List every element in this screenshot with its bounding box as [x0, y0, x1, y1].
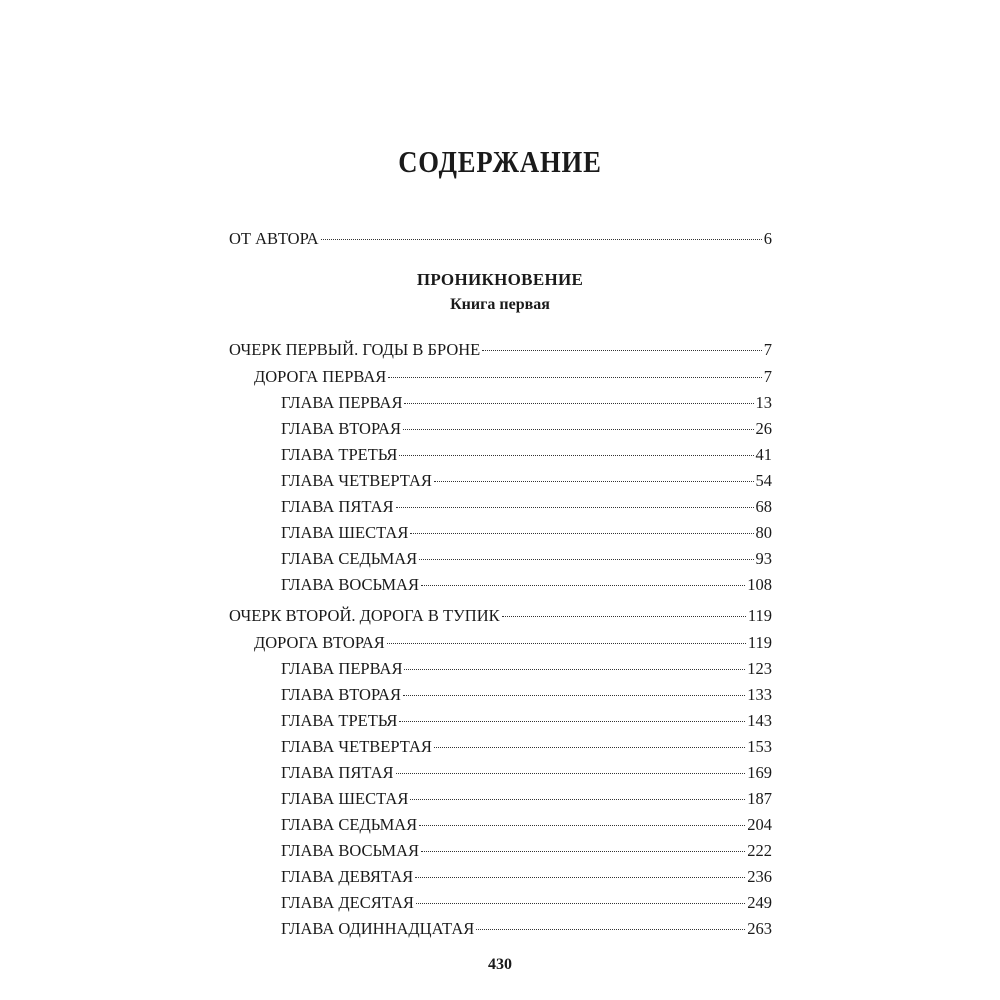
toc-entry-page: 204 — [747, 815, 772, 834]
toc-entry-page: 153 — [747, 737, 772, 756]
toc-entry-chapter — [281, 736, 772, 758]
toc-entry-page: 123 — [747, 659, 772, 678]
toc-entry-page: 68 — [755, 497, 772, 516]
toc-entry-chapter — [281, 574, 772, 596]
dot-leader — [502, 616, 746, 617]
part-heading: ПРОНИКНОВЕНИЕ — [416, 270, 584, 289]
toc-entry-intro — [229, 228, 772, 250]
toc-entry-page: 119 — [747, 606, 772, 625]
toc-entry-chapter — [281, 496, 772, 518]
toc-entry-chapter — [281, 840, 772, 862]
dot-leader — [404, 403, 753, 404]
toc-entry-label: ГЛАВА ВОСЬМАЯ — [281, 841, 419, 860]
dot-leader — [388, 377, 761, 378]
toc-entry-chapter — [281, 444, 772, 466]
dot-leader — [419, 559, 753, 560]
toc-entry-label: ГЛАВА ПЯТАЯ — [281, 497, 394, 516]
toc-entry-page: 26 — [755, 419, 772, 438]
toc-entry-chapter — [281, 710, 772, 732]
toc-entry-page: 119 — [747, 633, 772, 652]
toc-entry-page: 133 — [747, 685, 772, 704]
toc-entry-label: ДОРОГА ПЕРВАЯ — [254, 367, 387, 386]
toc-entry-label: ГЛАВА ВТОРАЯ — [281, 419, 401, 438]
dot-leader — [321, 239, 762, 240]
toc-entry-label: ГЛАВА ВОСЬМАЯ — [281, 575, 419, 594]
dot-leader — [434, 481, 754, 482]
toc-entry-page: 7 — [763, 340, 772, 359]
dot-leader — [415, 877, 745, 878]
page-title: СОДЕРЖАНИЕ — [398, 144, 602, 179]
toc-entry-chapter — [281, 470, 772, 492]
toc-entry-label: ГЛАВА ПЕРВАЯ — [281, 659, 403, 678]
page-number: 430 — [488, 956, 512, 973]
dot-leader — [396, 773, 746, 774]
dot-leader — [421, 585, 745, 586]
toc-entry-page: 236 — [747, 867, 772, 886]
toc-entry-label: ГЛАВА ТРЕТЬЯ — [281, 445, 398, 464]
toc-entry-label: ГЛАВА ОДИННАДЦАТАЯ — [281, 919, 475, 938]
toc-entry-page: 93 — [755, 549, 772, 568]
toc-entry-chapter — [281, 548, 772, 570]
toc-entry-chapter — [281, 892, 772, 914]
toc-entry-page: 143 — [747, 711, 772, 730]
dot-leader — [482, 350, 762, 351]
toc-entry-label: ГЛАВА ПЯТАЯ — [281, 763, 394, 782]
toc-entry-page: 41 — [755, 445, 772, 464]
dot-leader — [434, 747, 745, 748]
toc-entry-chapter — [281, 918, 772, 940]
toc-entry-chapter — [281, 762, 772, 784]
toc-entry-chapter — [281, 522, 772, 544]
dot-leader — [387, 643, 746, 644]
toc-entry-road — [254, 632, 772, 654]
toc-entry-label: ДОРОГА ВТОРАЯ — [254, 633, 385, 652]
toc-entry-chapter — [281, 392, 772, 414]
toc-entry-label: ГЛАВА СЕДЬМАЯ — [281, 815, 418, 834]
toc-entry-chapter — [281, 418, 772, 440]
toc-entry-page: 54 — [755, 471, 772, 490]
toc-entry-chapter — [281, 658, 772, 680]
toc-entry-label: ГЛАВА ЧЕТВЕРТАЯ — [281, 737, 432, 756]
dot-leader — [403, 695, 745, 696]
toc-entry-essay — [229, 605, 772, 627]
dot-leader — [421, 851, 745, 852]
toc-entry-page: 7 — [763, 367, 772, 386]
toc-entry-label: ГЛАВА ПЕРВАЯ — [281, 393, 403, 412]
toc-entry-page: 187 — [747, 789, 772, 808]
toc-entry-chapter — [281, 788, 772, 810]
toc-entry-label: ГЛАВА ВТОРАЯ — [281, 685, 401, 704]
toc-entry-page: 263 — [747, 919, 772, 938]
toc-entry-page: 80 — [755, 523, 772, 542]
toc-entry-chapter — [281, 684, 772, 706]
toc-entry-page: 222 — [747, 841, 772, 860]
toc-entry-label: ГЛАВА ШЕСТАЯ — [281, 789, 409, 808]
dot-leader — [410, 799, 745, 800]
toc-entry-label: ОЧЕРК ВТОРОЙ. ДОРОГА В ТУПИК — [229, 606, 500, 625]
dot-leader — [410, 533, 753, 534]
dot-leader — [396, 507, 754, 508]
toc-entry-label: ОЧЕРК ПЕРВЫЙ. ГОДЫ В БРОНЕ — [229, 340, 481, 359]
toc-entry-page: 6 — [763, 229, 772, 248]
dot-leader — [403, 429, 754, 430]
dot-leader — [399, 455, 753, 456]
toc-entry-label: ГЛАВА СЕДЬМАЯ — [281, 549, 418, 568]
toc-entry-page: 108 — [747, 575, 772, 594]
toc-entry-page: 249 — [747, 893, 772, 912]
toc-entry-chapter — [281, 866, 772, 888]
dot-leader — [399, 721, 745, 722]
toc-entry-label: ГЛАВА ДЕСЯТАЯ — [281, 893, 414, 912]
dot-leader — [476, 929, 745, 930]
toc-entry-page: 169 — [747, 763, 772, 782]
dot-leader — [404, 669, 745, 670]
toc-entry-label: ОТ АВТОРА — [229, 229, 319, 248]
toc-entry-essay — [229, 339, 772, 361]
dot-leader — [419, 825, 745, 826]
dot-leader — [416, 903, 745, 904]
toc-entry-road — [254, 366, 772, 388]
toc-entry-label: ГЛАВА ШЕСТАЯ — [281, 523, 409, 542]
toc-entry-chapter — [281, 814, 772, 836]
toc-entry-label: ГЛАВА ТРЕТЬЯ — [281, 711, 398, 730]
toc-entry-label: ГЛАВА ЧЕТВЕРТАЯ — [281, 471, 432, 490]
toc-entry-label: ГЛАВА ДЕВЯТАЯ — [281, 867, 414, 886]
book-heading: Книга первая — [450, 296, 550, 313]
toc-entry-page: 13 — [755, 393, 772, 412]
